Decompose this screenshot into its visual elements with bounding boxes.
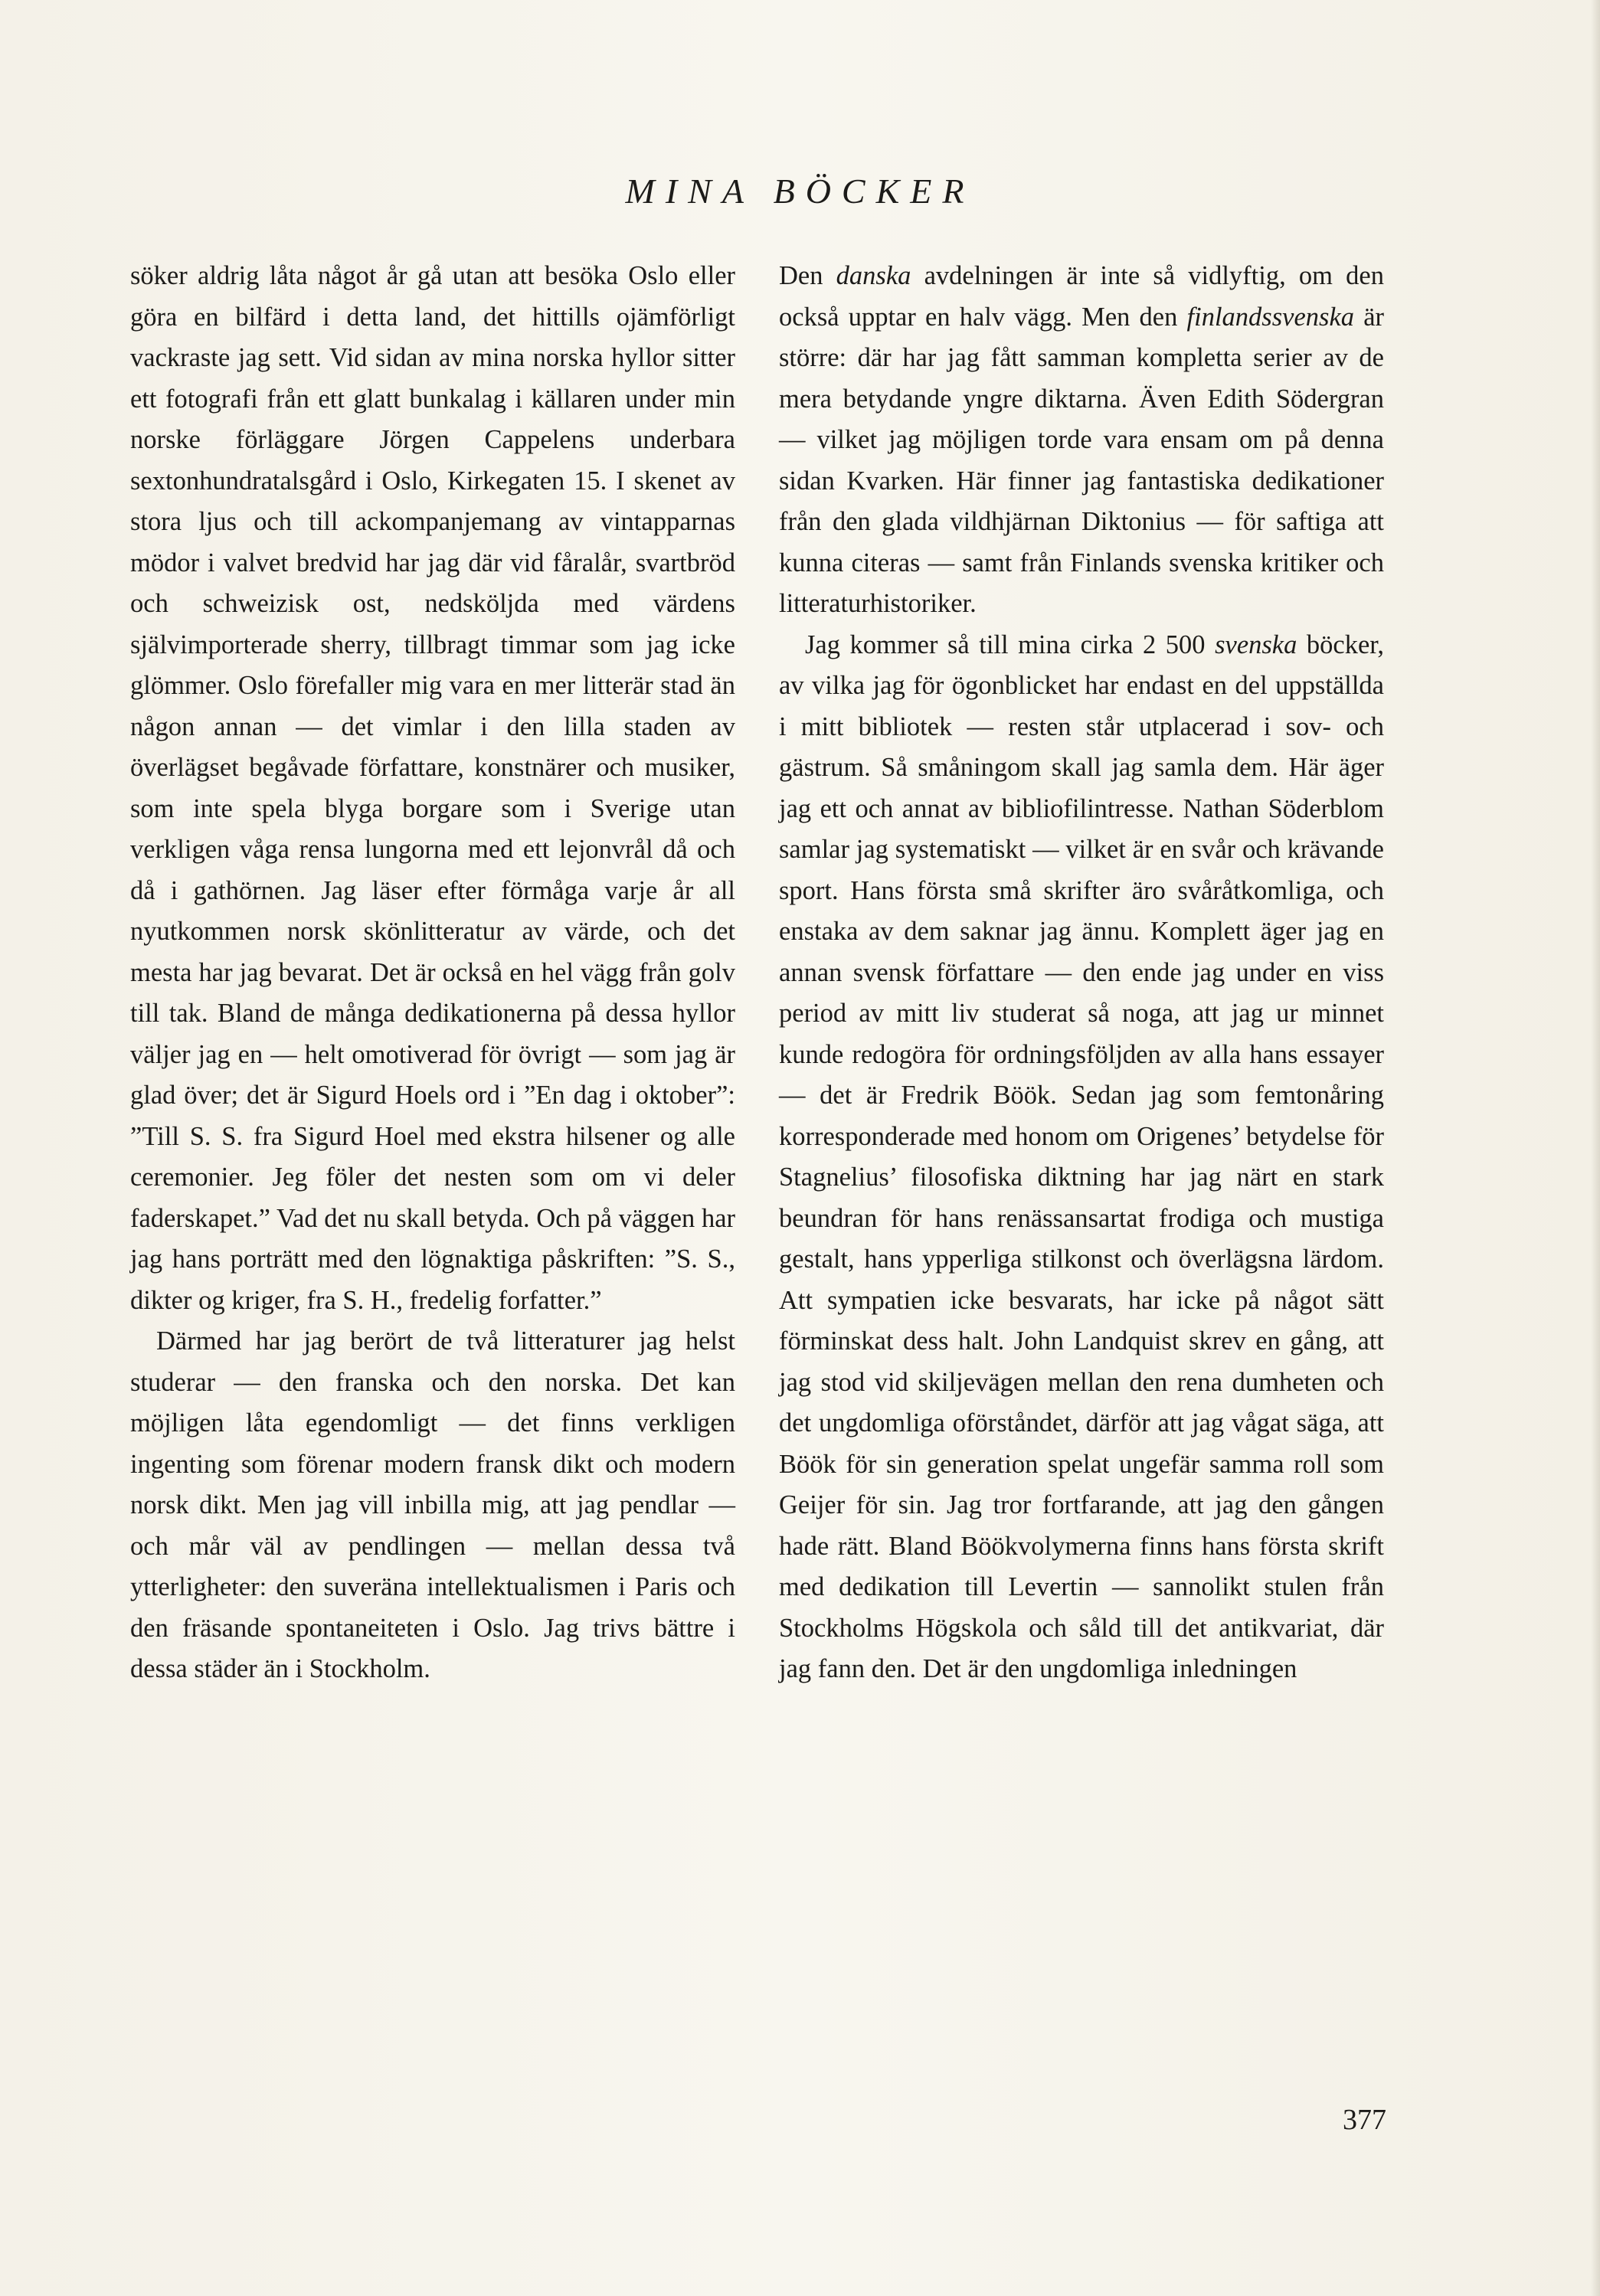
right-paragraph-1 bbox=[779, 256, 1384, 625]
text-run: böcker, av vilka jag för ögonblicket har endast en del uppställda i mitt bibliotek — resten står utplacerad i sov- och gästrum. Så småningom skall jag samla dem. Här äger jag ett och annat av bibliofilintresse. Nathan Söderblom samlar jag systematiskt — vilket är en svår och krävande sport. Hans första små skrifter äro svåråtkomliga, och enstaka av dem saknar jag ännu. Komplett äger jag en annan svensk författare — den ende jag under en viss period av mitt liv studerat så noga, att jag ur minnet kunde redogöra för ordningsföljden av alla hans essayer — det är Fredrik Böök. Sedan jag som femtonåring korresponderade med honom om Origenes’ betydelse för Stagnelius’ filosofiska diktning har jag närt en stark beundran för hans renässansartat frodiga och mustiga gestalt, hans ypperliga stilkonst och överlägsna lärdom. Att sympatien icke besvarats, har icke på något sätt förminskat dess halt. John Landquist skrev en gång, att jag stod vid skiljevägen mellan den rena dumheten och det ungdomliga oförståndet, därför att jag vågat säga, att Böök för sin generation spelat ungefär samma roll som Geijer för sin. Jag tror fortfarande, att jag den gången hade rätt. Bland Böökvolymerna finns hans första skrift med dedikation till Levertin — sannolikt stulen från Stockholms Högskola och såld till det antikvariat, där jag fann den. Det är den ungdomliga inledningen bbox=[779, 630, 1384, 1683]
italic-word-finlandssvenska: finlandssvenska bbox=[1186, 302, 1355, 332]
text-run: avdelningen är inte så vidlyftig, om den också upptar en halv vägg. Men den bbox=[779, 261, 1384, 332]
text-run: Den bbox=[779, 261, 836, 290]
italic-word-svenska: svenska bbox=[1215, 630, 1297, 659]
text-run: är större: där har jag fått samman kompletta serier av de mera betydande yngre diktarna. Även Edith Södergran — vilket jag möjligen torde vara ensam om på denna sidan Kvarken. Här finner jag fantastiska dedikationer från den glada vildhjärnan Diktonius — för saftiga att kunna citeras — samt från Finlands svenska kritiker och litteraturhistoriker. bbox=[779, 302, 1384, 618]
left-paragraph-2: Därmed har jag berört de två litteraturer jag helst studerar — den franska och den norska. Det kan möjligen låta egendomligt — det finns verkligen ingenting som förenar modern fransk dikt och modern norsk dikt. Men jag vill inbilla mig, att jag pendlar — och mår väl av pendlingen — mellan dessa två ytterligheter: den suveräna intellektualismen i Paris och den fräsande spontaneiteten i Oslo. Jag trivs bättre i dessa städer än i Stockholm. bbox=[130, 1326, 735, 1683]
page-number: 377 bbox=[1343, 2104, 1386, 2136]
left-column bbox=[130, 256, 735, 1690]
page-edge-shadow bbox=[1591, 0, 1600, 2296]
text-run: Jag kommer så till mina cirka 2 500 bbox=[805, 630, 1216, 659]
left-paragraph-1: söker aldrig låta något år gå utan att besöka Oslo eller göra en bilfärd i detta land, det hittills ojämförligt vackraste jag sett. Vid sidan av mina norska hyllor sitter ett fotografi från ett glatt bunkalag i källaren under min norske förläggare Jörgen Cappelens underbara sextonhundratalsgård i Oslo, Kirkegaten 15. I skenet av stora ljus och till ackompanjemang av vintapparnas mödor i valvet bredvid har jag där vid fåralår, svartbröd och schweizisk ost, nedsköljda med värdens självimporterade sherry, tillbragt timmar som jag icke glömmer. Oslo förefaller mig vara en mer litterär stad än någon annan — det vimlar i den lilla staden av överlägset begåvade författare, konstnärer och musiker, som inte spela blyga borgare som i Sverige utan verkligen våga rensa lungorna med ett lejonvrål då och då i gathörnen. Jag läser efter förmåga varje år all nyutkommen norsk skönlitteratur av värde, och det mesta har jag bevarat. Det är också en hel vägg från golv till tak. Bland de många dedikationerna på dessa hyllor väljer jag en — helt omotiverad för övrigt — som jag är glad över; det är Sigurd Hoels ord i ”En dag i oktober”: ”Till S. S. fra Sigurd Hoel med ekstra hilsener og alle ceremonier. Jeg föler det nesten som om vi deler faderskapet.” Vad det nu skall betyda. Och på väggen har jag hans porträtt med den lögnaktiga påskriften: ”S. S., dikter og kriger, fra S. H., fredelig forfatter.” bbox=[130, 261, 735, 1315]
running-head: MINA BÖCKER bbox=[625, 172, 975, 211]
right-column bbox=[779, 256, 1384, 1690]
right-paragraph-2 bbox=[779, 625, 1384, 1690]
italic-word-danska: danska bbox=[836, 261, 911, 290]
